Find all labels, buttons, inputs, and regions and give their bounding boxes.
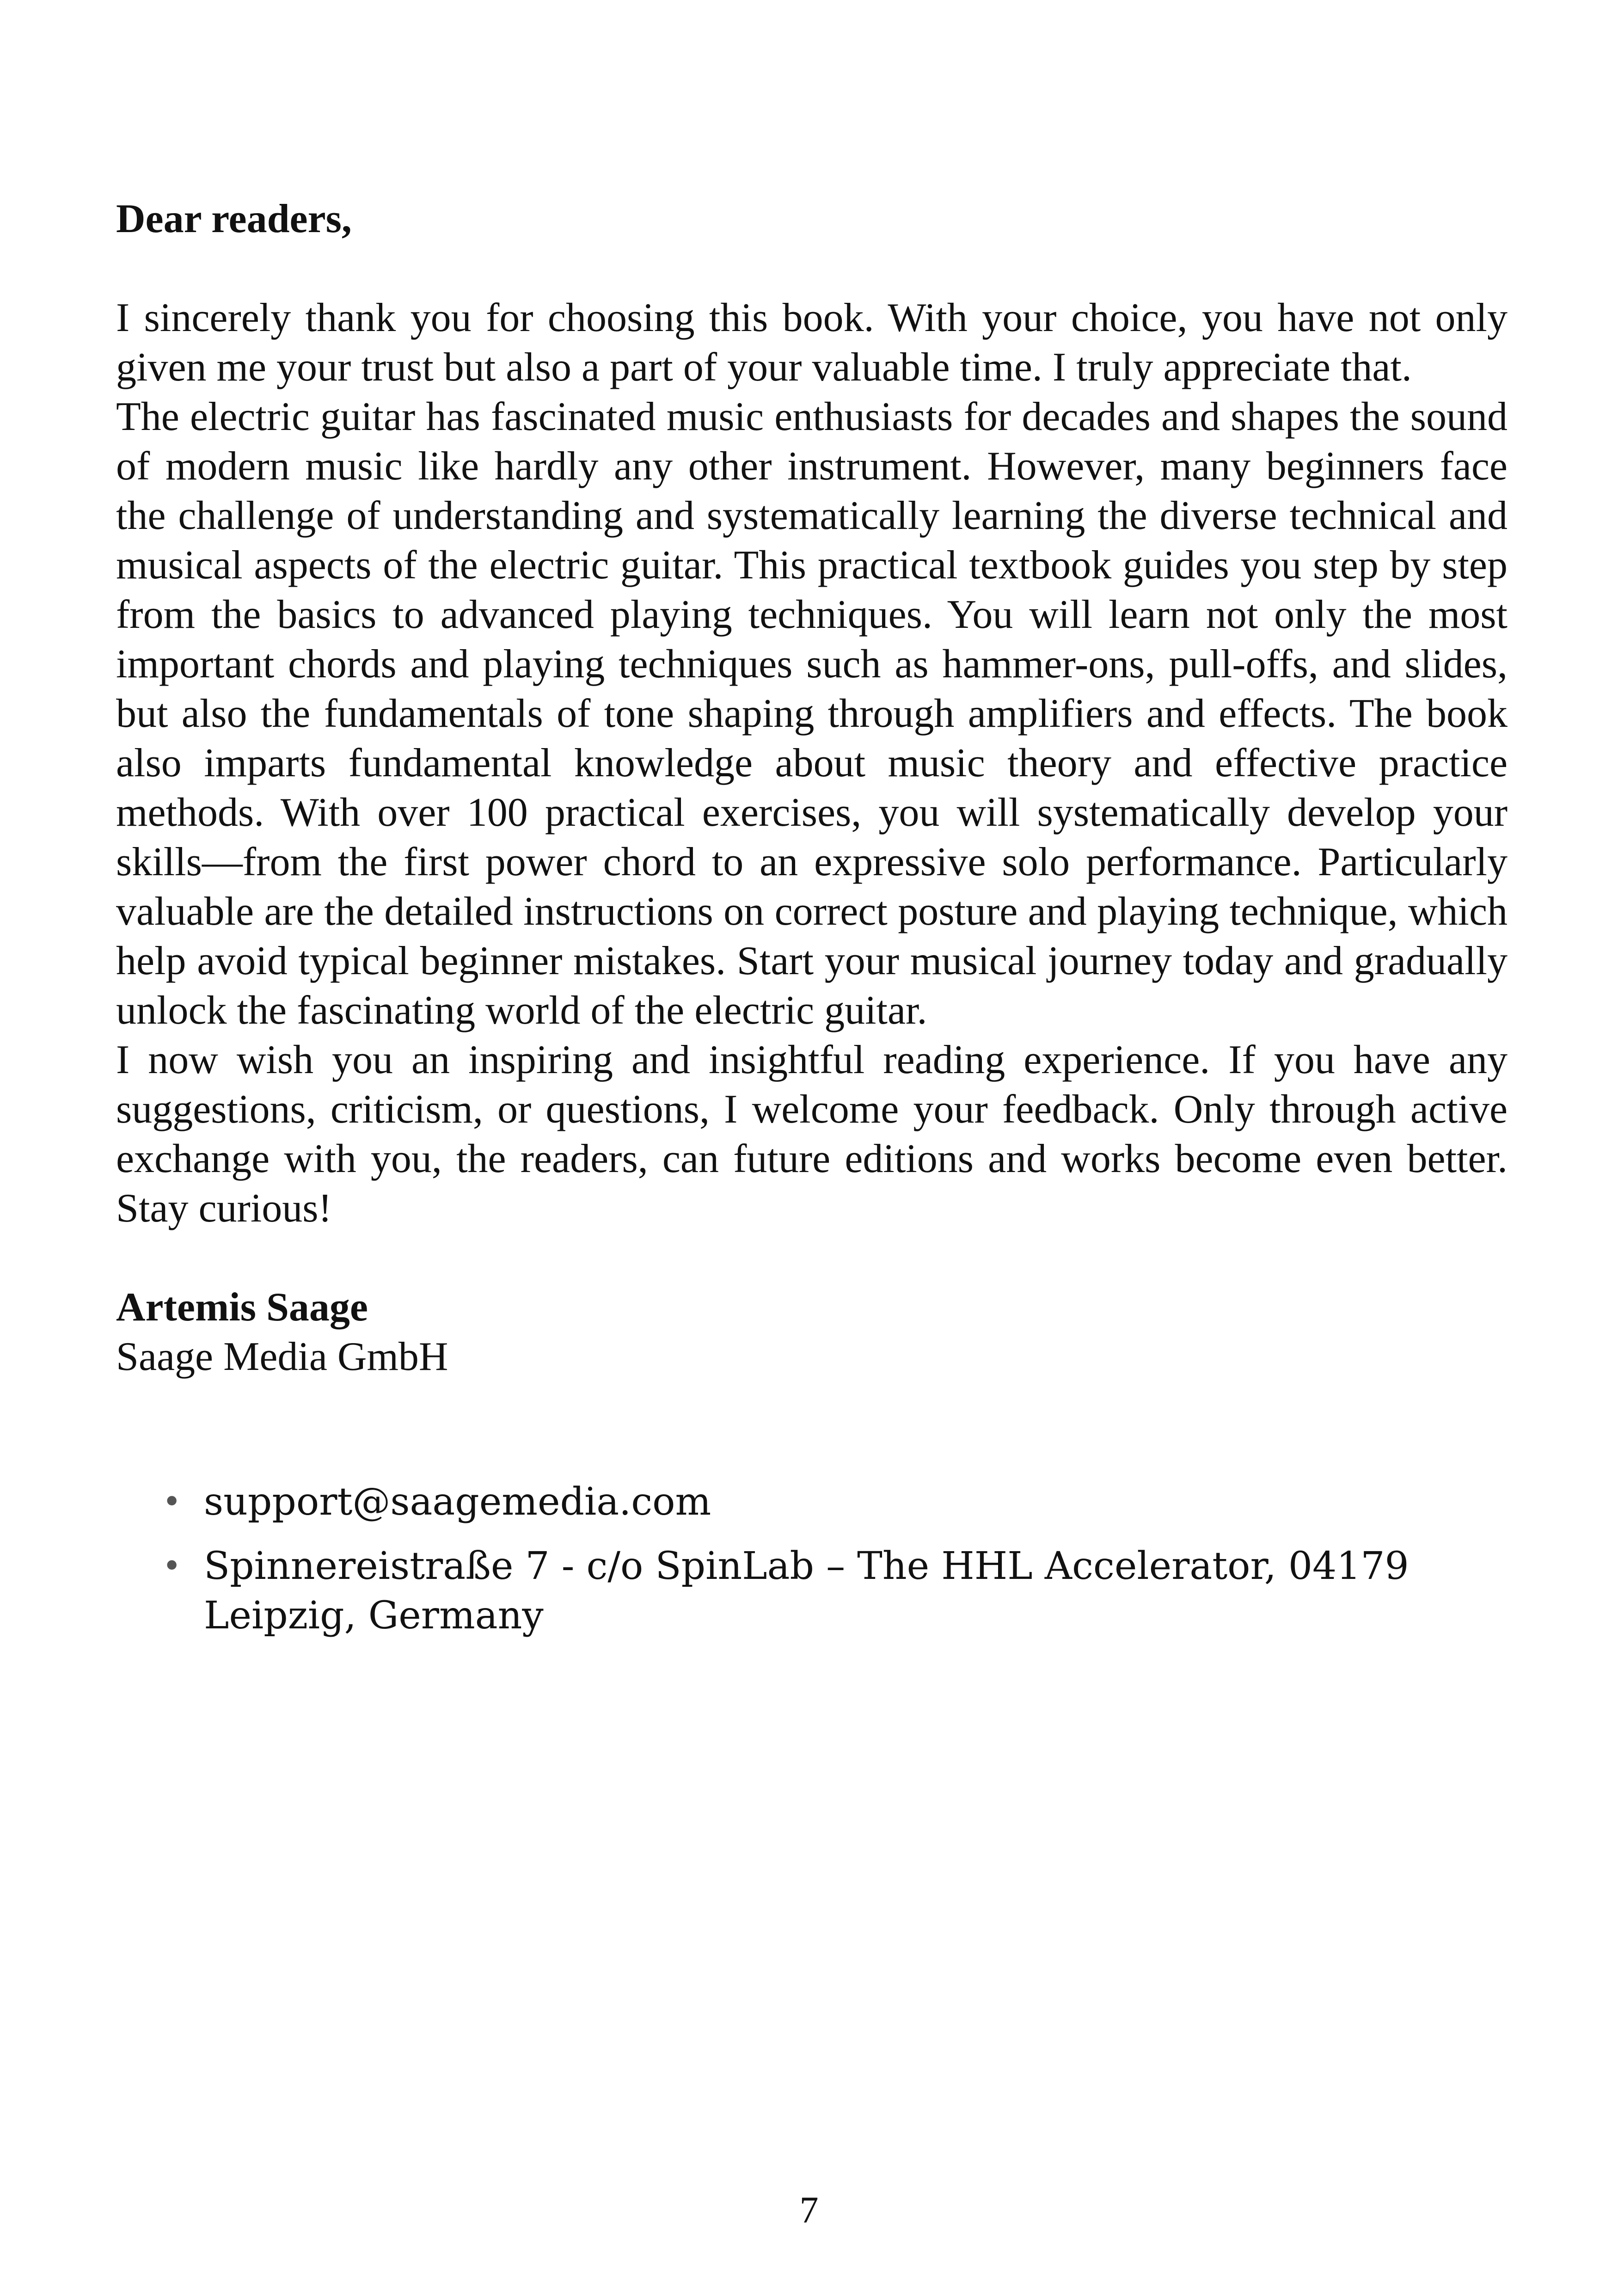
contact-address [116, 1541, 1508, 1640]
paragraph-main: The electric guitar has fascinated music enthusiasts for decades and shapes the sound of modern music like hardly any other instrument. However, many beginners face the challenge of understanding and systematically learning the diverse technical and musical aspects of the electric guitar. This practical textbook guides you step by step from the basics to advanced playing techniques. You will learn not only the most important chords and playing techniques such as hammer-ons, pull-offs, and slides, but also the fundamentals of tone shaping through amplifiers and effects. The book also imparts fundamental knowledge about music theory and effective practice methods. With over 100 practical exercises, you will systematically develop your skills—from the first power chord to an expressive solo performance. Particularly valuable are the detailed instructions on correct posture and playing technique, which help avoid typical beginner mistakes. Start your musical journey today and gradually unlock the fascinating world of the electric guitar. [116, 394, 1508, 1033]
email-address: support@saagemedia.com [204, 1480, 711, 1524]
paragraph-intro: I sincerely thank you for choosing this book. With your choice, you have not only given me your trust but also a part of your valuable time. I truly appreciate that. [116, 295, 1508, 390]
salutation: Dear readers, [116, 196, 352, 241]
paragraph-closing: I now wish you an inspiring and insightful reading experience. If you have any suggestions, criticism, or questions, I welcome your feedback. Only through active exchange with you, the readers, can future editions and works become even better. Stay curious! [116, 1037, 1508, 1231]
signature-block [116, 1283, 1508, 1381]
letter-body [116, 194, 1508, 1655]
bullet-icon: • [162, 1483, 182, 1521]
author-name: Artemis Saage [116, 1285, 368, 1330]
page-number: 7 [799, 2189, 819, 2231]
company-name: Saage Media GmbH [116, 1334, 448, 1379]
contact-list [116, 1477, 1508, 1640]
contact-email [116, 1477, 1508, 1527]
postal-address: Spinnereistraße 7 - c/o SpinLab – The HHL Accelerator, 04179 Leipzig, Germany [204, 1544, 1409, 1638]
bullet-icon: • [162, 1547, 182, 1585]
